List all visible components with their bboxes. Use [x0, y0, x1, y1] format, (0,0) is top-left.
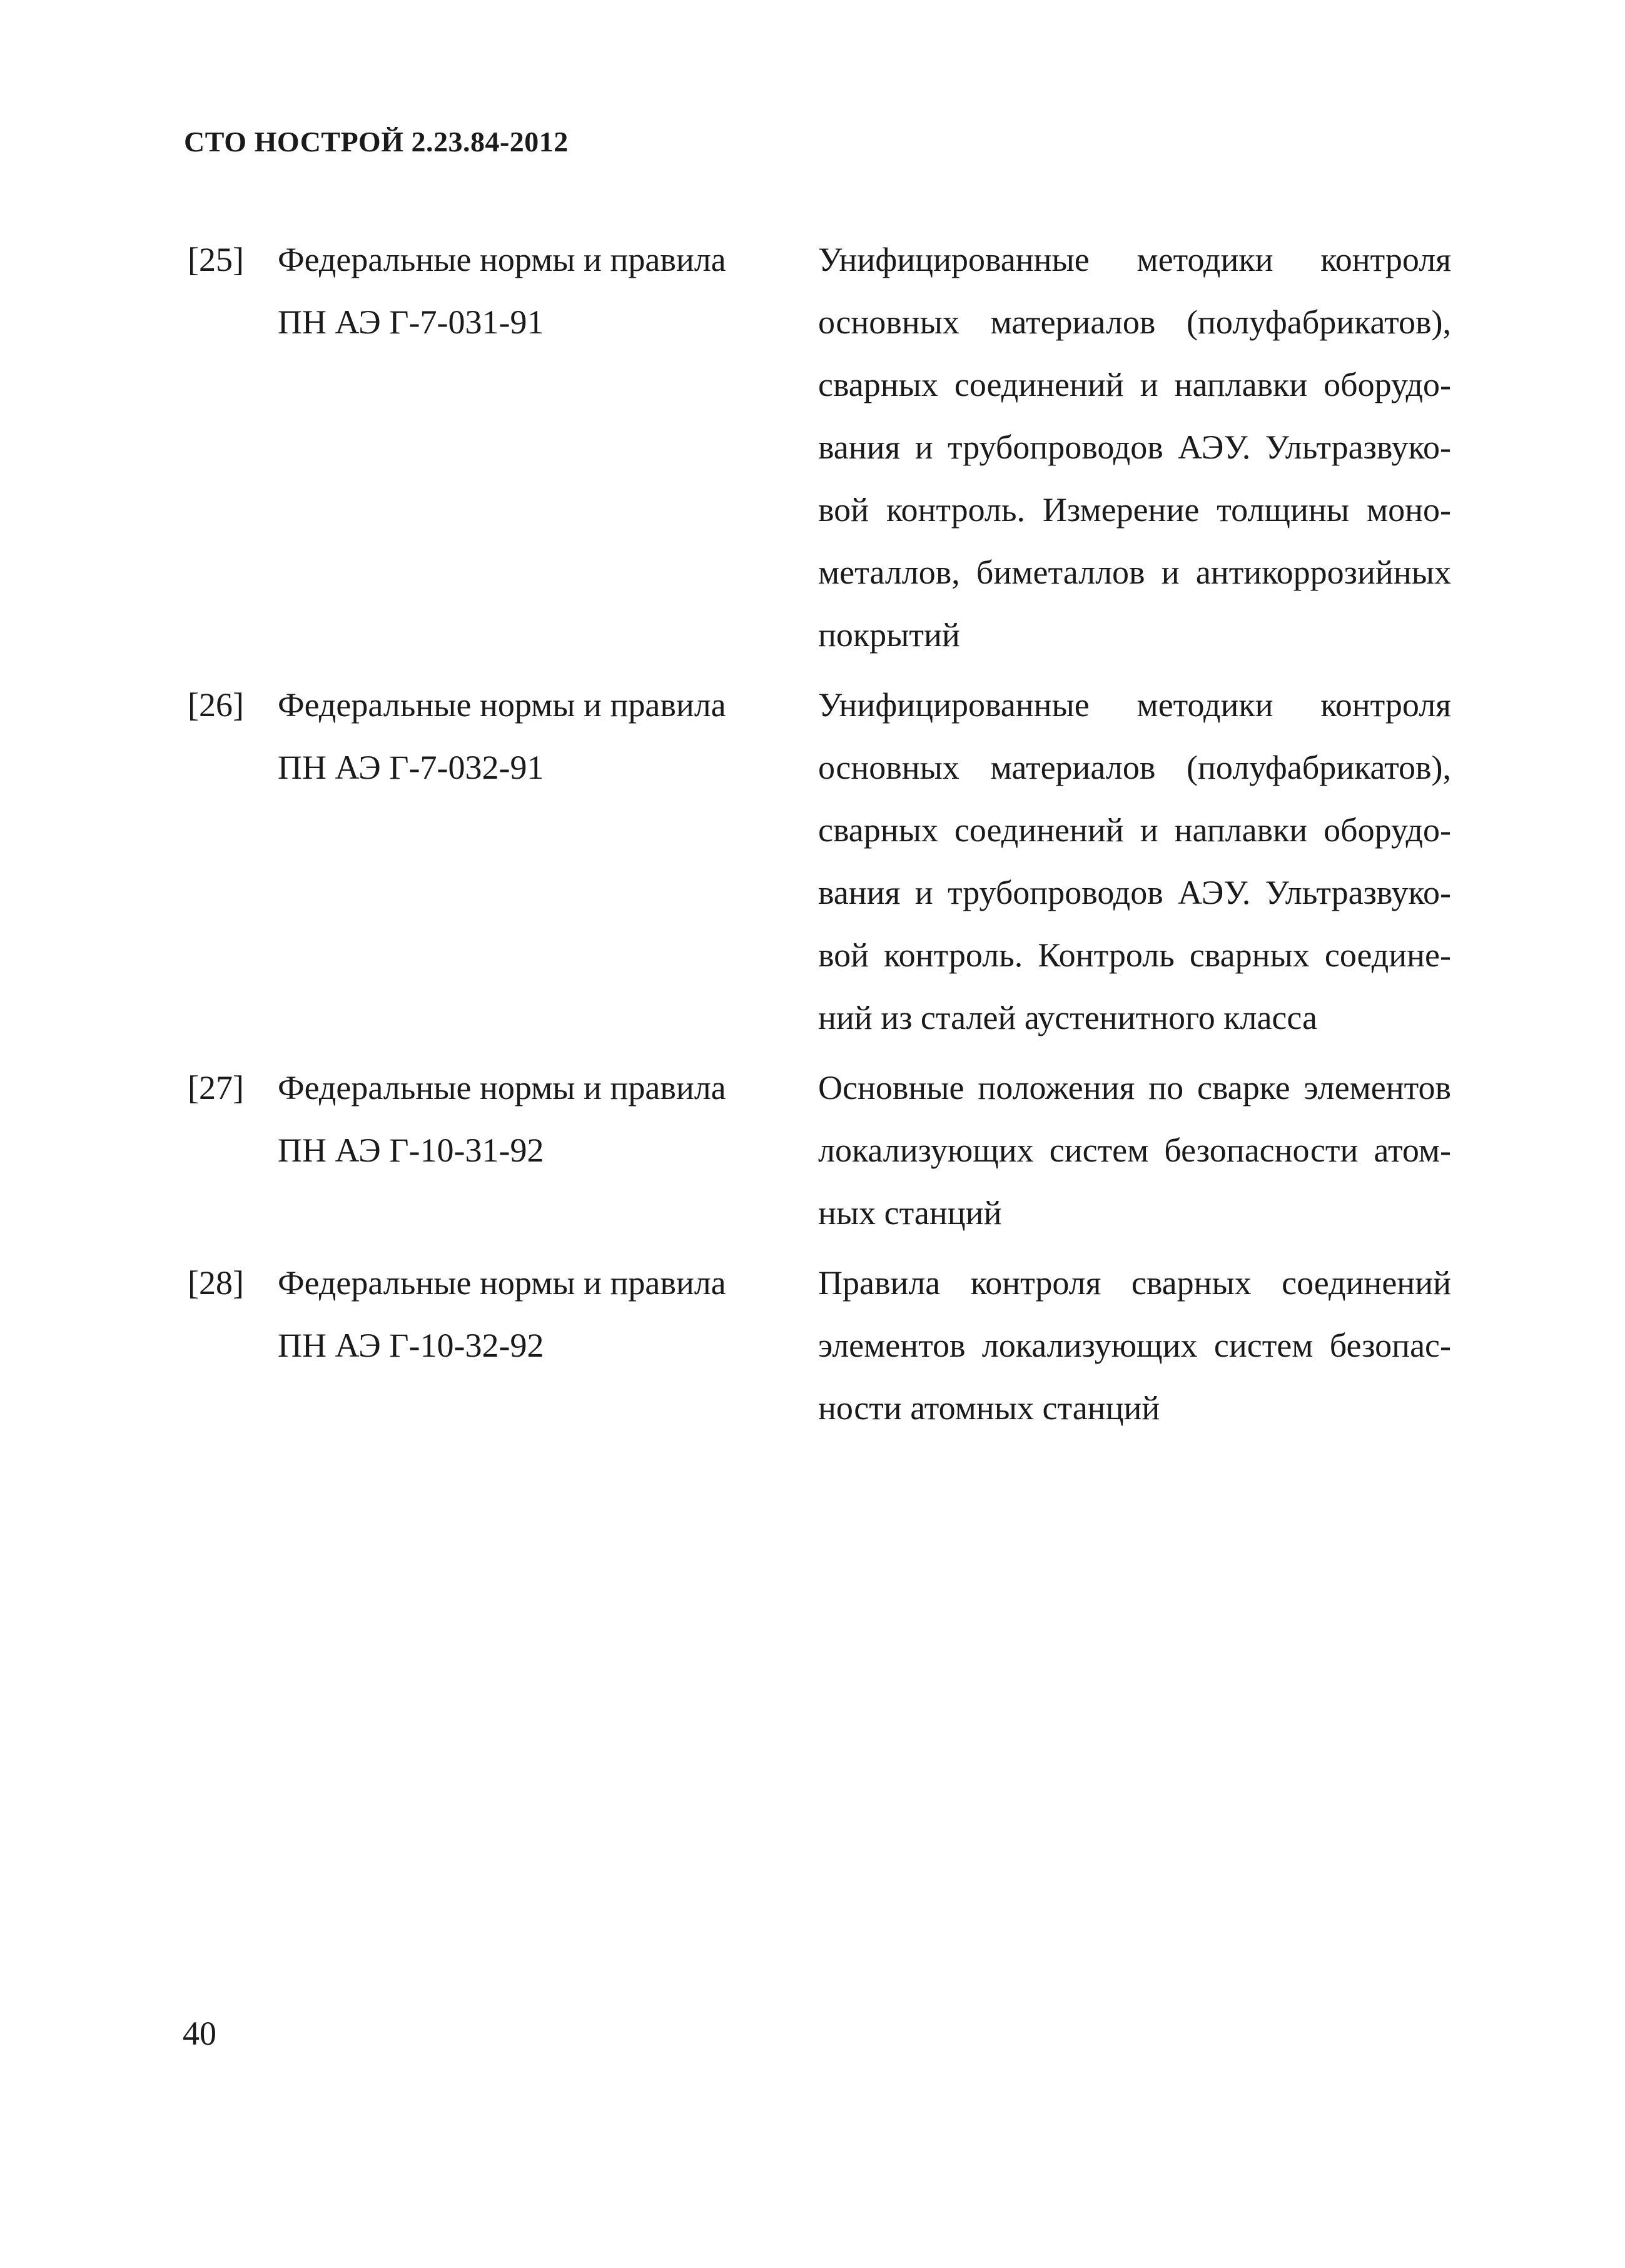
reference-source-line: Федеральные нормы и правила [278, 1069, 726, 1106]
page-number: 40 [183, 2015, 216, 2052]
document-code-header: СТО НОСТРОЙ 2.23.84-2012 [184, 126, 569, 158]
reference-source [275, 1056, 801, 1244]
reference-title-line: локализующих систем безопасности атом- [818, 1131, 1451, 1169]
reference-title [801, 228, 1451, 666]
reference-source [275, 228, 801, 666]
reference-source-code: ПН АЭ Г-7-032-91 [278, 749, 544, 786]
reference-source [275, 1252, 801, 1439]
reference-source [275, 674, 801, 1049]
reference-title-line: вания и трубопроводов АЭУ. Ультразвуко- [818, 428, 1451, 466]
references-list [188, 228, 1451, 1447]
reference-title-line: ных станций [818, 1194, 1002, 1232]
reference-title-line: сварных соединений и наплавки оборудо- [818, 811, 1451, 849]
reference-title-line: Правила контроля сварных соединений [818, 1264, 1451, 1302]
reference-title [801, 674, 1451, 1049]
reference-source-code: ПН АЭ Г-10-32-92 [278, 1327, 544, 1364]
reference-number: [28] [188, 1264, 244, 1302]
reference-title-line: ний из сталей аустенитного класса [818, 999, 1317, 1036]
reference-title-line: вой контроль. Измерение толщины моно- [818, 491, 1451, 529]
reference-number: [26] [188, 686, 244, 724]
reference-title-line: Унифицированные методики контроля [818, 686, 1451, 724]
reference-title-line: вания и трубопроводов АЭУ. Ультразвуко- [818, 874, 1451, 911]
reference-title-line: металлов, биметаллов и антикоррозийных [818, 554, 1451, 591]
reference-title [801, 1252, 1451, 1439]
reference-number: [25] [188, 241, 244, 278]
reference-entry-28 [188, 1252, 1451, 1439]
reference-title [801, 1056, 1451, 1244]
reference-source-line: Федеральные нормы и правила [278, 241, 726, 278]
reference-entry-27 [188, 1056, 1451, 1244]
reference-title-line: Основные положения по сварке элементов [818, 1069, 1451, 1106]
reference-entry-26 [188, 674, 1451, 1049]
reference-title-line: вой контроль. Контроль сварных соедине- [818, 936, 1451, 974]
reference-title-line: основных материалов (полуфабрикатов), [818, 749, 1451, 786]
reference-title-line: сварных соединений и наплавки оборудо- [818, 366, 1451, 403]
reference-title-line: покрытий [818, 616, 960, 654]
reference-source-code: ПН АЭ Г-10-31-92 [278, 1131, 544, 1169]
reference-number: [27] [188, 1069, 244, 1106]
reference-entry-25 [188, 228, 1451, 666]
reference-title-line: ности атомных станций [818, 1389, 1160, 1427]
reference-title-line: основных материалов (полуфабрикатов), [818, 303, 1451, 341]
reference-title-line: Унифицированные методики контроля [818, 241, 1451, 278]
reference-source-line: Федеральные нормы и правила [278, 1264, 726, 1302]
reference-title-line: элементов локализующих систем безопас- [818, 1327, 1451, 1364]
reference-source-line: Федеральные нормы и правила [278, 686, 726, 724]
reference-source-code: ПН АЭ Г-7-031-91 [278, 303, 544, 341]
